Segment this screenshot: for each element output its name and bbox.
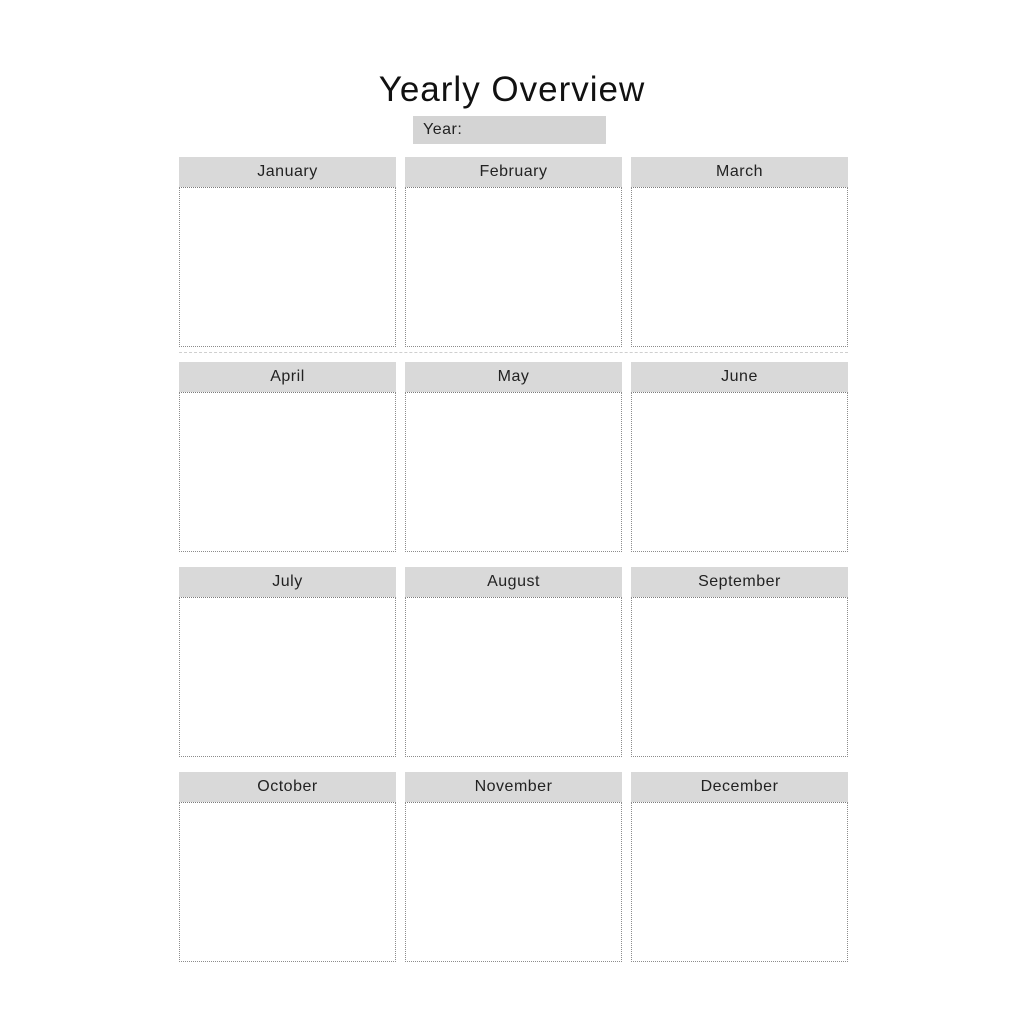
- row-divider: [179, 352, 848, 353]
- month-cell-may: [405, 362, 622, 552]
- month-notes-box-october[interactable]: [179, 802, 396, 962]
- month-label: August: [487, 573, 540, 590]
- page-title: Yearly Overview: [378, 70, 646, 109]
- month-cell-june: [631, 362, 848, 552]
- month-cell-april: [179, 362, 396, 552]
- month-label: June: [721, 368, 758, 385]
- month-cell-february: [405, 157, 622, 347]
- month-label: April: [270, 368, 305, 385]
- month-label: September: [698, 573, 781, 590]
- months-grid: [179, 157, 848, 962]
- month-notes-box-september[interactable]: [631, 597, 848, 757]
- month-notes-box-december[interactable]: [631, 802, 848, 962]
- year-field-label: Year:: [423, 121, 463, 138]
- month-cell-december: [631, 772, 848, 962]
- month-label: November: [474, 778, 553, 795]
- month-cell-january: [179, 157, 396, 347]
- month-header-december: [631, 772, 848, 802]
- month-cell-august: [405, 567, 622, 757]
- month-notes-box-may[interactable]: [405, 392, 622, 552]
- month-notes-box-march[interactable]: [631, 187, 848, 347]
- month-header-april: [179, 362, 396, 392]
- month-header-october: [179, 772, 396, 802]
- month-header-june: [631, 362, 848, 392]
- month-notes-box-january[interactable]: [179, 187, 396, 347]
- month-label: March: [716, 163, 763, 180]
- month-notes-box-july[interactable]: [179, 597, 396, 757]
- month-header-february: [405, 157, 622, 187]
- month-notes-box-november[interactable]: [405, 802, 622, 962]
- month-notes-box-august[interactable]: [405, 597, 622, 757]
- month-cell-november: [405, 772, 622, 962]
- year-field[interactable]: [413, 116, 606, 144]
- month-notes-box-april[interactable]: [179, 392, 396, 552]
- month-label: May: [497, 368, 530, 385]
- month-header-january: [179, 157, 396, 187]
- month-cell-october: [179, 772, 396, 962]
- month-header-september: [631, 567, 848, 597]
- month-header-may: [405, 362, 622, 392]
- month-header-july: [179, 567, 396, 597]
- month-cell-july: [179, 567, 396, 757]
- month-cell-september: [631, 567, 848, 757]
- month-header-march: [631, 157, 848, 187]
- month-label: July: [272, 573, 303, 590]
- month-label: October: [257, 778, 318, 795]
- month-cell-march: [631, 157, 848, 347]
- month-notes-box-june[interactable]: [631, 392, 848, 552]
- month-label: January: [257, 163, 318, 180]
- month-label: February: [479, 163, 548, 180]
- month-notes-box-february[interactable]: [405, 187, 622, 347]
- month-header-november: [405, 772, 622, 802]
- month-label: December: [700, 778, 779, 795]
- month-header-august: [405, 567, 622, 597]
